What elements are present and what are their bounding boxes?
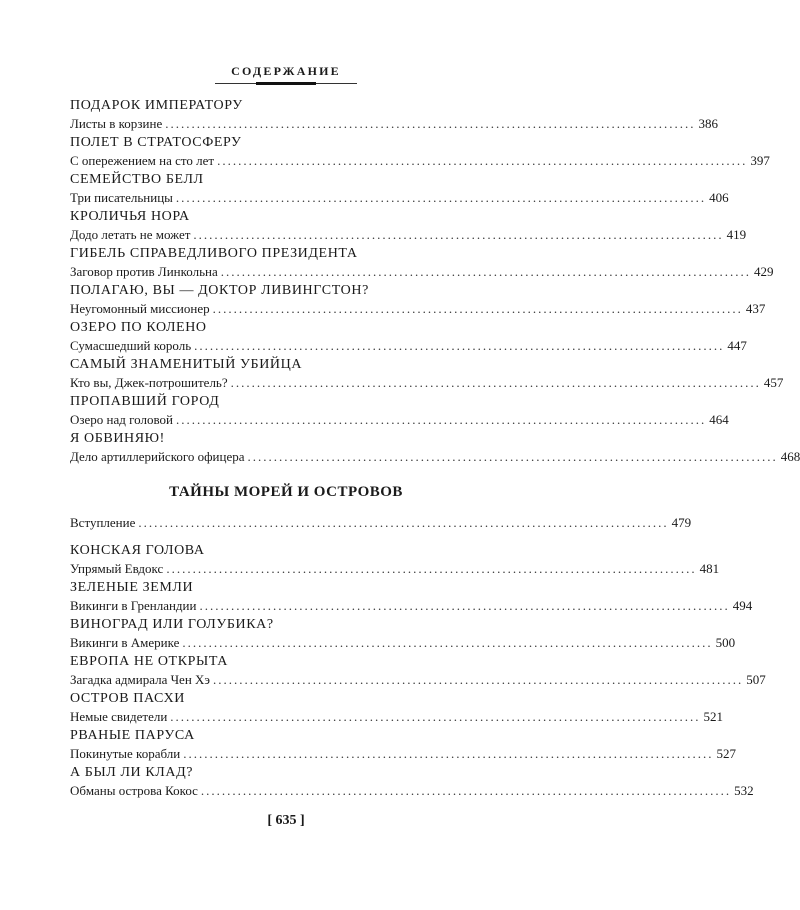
toc-entry[interactable]	[70, 393, 729, 430]
toc-entry-title: ВИНОГРАД ИЛИ ГОЛУБИКА?	[70, 617, 274, 632]
toc-entry-subtitle: Викинги в Америке	[70, 635, 180, 650]
toc-entry-subtitle: Викинги в Гренландии	[70, 598, 197, 613]
toc-entry[interactable]	[70, 208, 747, 245]
toc-page-number: 494	[732, 598, 753, 613]
toc-entry-title: КОНСКАЯ ГОЛОВА	[70, 543, 205, 558]
toc-entry[interactable]	[70, 319, 747, 356]
toc-leader-dots: .....................................................................................................	[175, 190, 707, 205]
toc-entry[interactable]	[70, 430, 800, 467]
toc-page-number: 429	[754, 264, 774, 279]
toc-entry-title: РВАНЫЕ ПАРУСА	[70, 728, 195, 743]
toc-entry[interactable]	[70, 690, 724, 727]
toc-entry-title: ОЗЕРО ПО КОЛЕНО	[70, 320, 207, 335]
toc-page-number: 507	[746, 672, 766, 687]
toc-entry[interactable]	[70, 245, 774, 282]
toc-entry-title: ОСТРОВ ПАСХИ	[70, 691, 185, 706]
toc-page-number: 521	[703, 709, 724, 724]
toc-entry-subtitle: С опережением на сто лет	[70, 153, 215, 168]
header-rule-accent	[256, 82, 316, 85]
toc-intro-label: Вступление	[70, 515, 136, 530]
toc-entry-subtitle: Три писательницы	[70, 190, 173, 205]
toc-leader-dots: .....................................................................................................	[247, 449, 778, 464]
toc-page-number: 397	[750, 153, 770, 168]
toc-entry-subtitle: Листы в корзине	[70, 116, 163, 131]
toc-entry-title: ЕВРОПА НЕ ОТКРЫТА	[70, 654, 228, 669]
toc-entry-subtitle: Неугомонный миссионер	[70, 301, 210, 316]
toc-entry[interactable]	[70, 579, 753, 616]
toc-leader-dots: .....................................................................................................	[213, 672, 744, 687]
toc-entry[interactable]	[70, 282, 766, 319]
toc-entry-subtitle: Загадка адмирала Чен Хэ	[70, 672, 210, 687]
toc-leader-dots: .....................................................................................................	[193, 227, 724, 242]
toc-leader-dots: .....................................................................................................	[182, 635, 713, 650]
toc-page-number: 419	[726, 227, 747, 242]
toc-entry-title: ПОЛЕТ В СТРАТОСФЕРУ	[70, 135, 242, 150]
toc-page-number: 406	[709, 190, 729, 205]
toc-page-number: 500	[715, 635, 736, 650]
toc-entry-subtitle: Дело артиллерийского офицера	[70, 449, 245, 464]
toc-entry[interactable]	[70, 97, 718, 134]
toc-entry-title: ПОДАРОК ИМПЕРАТОРУ	[70, 98, 243, 113]
toc-entry-title: Я ОБВИНЯЮ!	[70, 431, 165, 446]
page-number: [ 635 ]	[267, 813, 305, 828]
toc-page-number: 527	[716, 746, 736, 761]
toc-entry-subtitle: Сумасшедший король	[70, 338, 192, 353]
toc-entry-title: ЗЕЛЕНЫЕ ЗЕМЛИ	[70, 580, 194, 595]
toc-entry-title: СЕМЕЙСТВО БЕЛЛ	[70, 172, 204, 187]
toc-entry-title: ГИБЕЛЬ СПРАВЕДЛИВОГО ПРЕЗИДЕНТА	[70, 246, 358, 261]
toc-entry-subtitle: Озеро над головой	[70, 412, 173, 427]
running-header: СОДЕРЖАНИЕ	[231, 64, 341, 78]
toc-page-number: 479	[671, 515, 692, 530]
toc-entry[interactable]	[70, 616, 736, 653]
toc-page-number: 386	[698, 116, 718, 131]
toc-list-second	[70, 542, 766, 801]
toc-leader-dots: .....................................................................................................	[220, 264, 752, 279]
toc-leader-dots: .....................................................................................................	[194, 338, 725, 353]
toc-entry-subtitle: Покинутые корабли	[70, 746, 181, 761]
toc-entry[interactable]	[70, 356, 784, 393]
toc-entry-title: САМЫЙ ЗНАМЕНИТЫЙ УБИЙЦА	[70, 357, 303, 372]
toc-leader-dots: .....................................................................................................	[230, 375, 761, 390]
toc-leader-dots: .....................................................................................................	[166, 561, 697, 576]
toc-entry-title: КРОЛИЧЬЯ НОРА	[70, 209, 190, 224]
toc-entry-subtitle: Додо летать не может	[70, 227, 191, 242]
toc-leader-dots: .....................................................................................................	[200, 783, 732, 798]
toc-leader-dots: .....................................................................................................	[170, 709, 701, 724]
toc-entry[interactable]	[70, 171, 729, 208]
toc-entry-subtitle: Упрямый Евдокс	[70, 561, 164, 576]
toc-page-number: 532	[734, 783, 754, 798]
toc-entry[interactable]	[70, 134, 770, 171]
toc-entry[interactable]	[70, 764, 754, 801]
toc-leader-dots: .....................................................................................................	[212, 301, 743, 316]
section-title: ТАЙНЫ МОРЕЙ И ОСТРОВОВ	[169, 484, 403, 500]
toc-leader-dots: .....................................................................................................	[138, 515, 669, 530]
toc-page-number: 447	[727, 338, 747, 353]
toc-page-number: 437	[745, 301, 766, 316]
toc-entry-title: А БЫЛ ЛИ КЛАД?	[70, 765, 194, 780]
toc-leader-dots: .....................................................................................................	[217, 153, 748, 168]
toc-intro-entry[interactable]	[70, 514, 692, 531]
toc-entry[interactable]	[70, 727, 736, 764]
toc-leader-dots: .....................................................................................................	[165, 116, 696, 131]
toc-page-number: 468	[780, 449, 800, 464]
toc-leader-dots: .....................................................................................................	[199, 598, 730, 613]
toc-list-first	[70, 97, 800, 467]
toc-entry[interactable]	[70, 542, 720, 579]
toc-leader-dots: .....................................................................................................	[175, 412, 707, 427]
toc-entry-title: ПРОПАВШИЙ ГОРОД	[70, 394, 220, 409]
toc-entry-subtitle: Немые свидетели	[70, 709, 168, 724]
toc-page-number: 481	[699, 561, 720, 576]
toc-page-number: 457	[763, 375, 784, 390]
toc-page-number: 464	[709, 412, 729, 427]
toc-entry-subtitle: Кто вы, Джек-потрошитель?	[70, 375, 228, 390]
toc-entry-title: ПОЛАГАЮ, ВЫ — ДОКТОР ЛИВИНГСТОН?	[70, 283, 369, 298]
toc-entry-subtitle: Заговор против Линкольна	[70, 264, 218, 279]
toc-leader-dots: .....................................................................................................	[183, 746, 714, 761]
toc-entry-subtitle: Обманы острова Кокос	[70, 783, 198, 798]
toc-entry[interactable]	[70, 653, 766, 690]
